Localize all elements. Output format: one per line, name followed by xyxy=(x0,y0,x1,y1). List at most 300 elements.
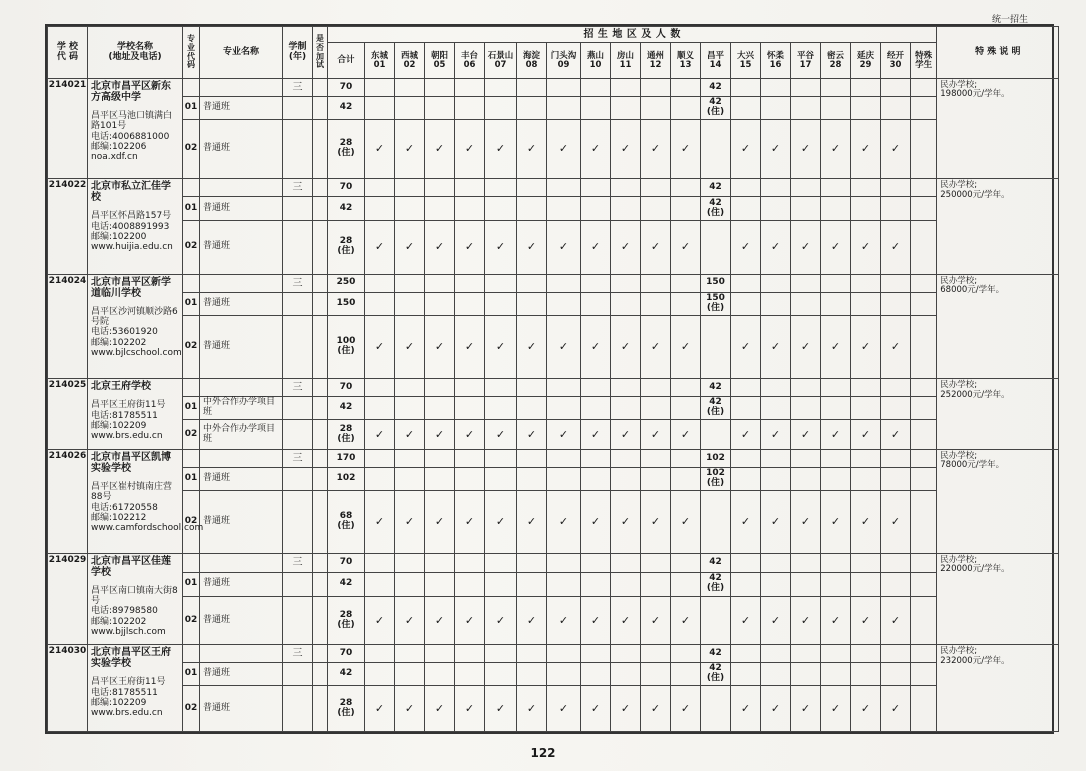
school-summary-row xyxy=(48,553,1059,572)
region-quota-empty xyxy=(425,292,455,315)
extra-test-empty xyxy=(313,686,328,732)
special-student-empty xyxy=(911,197,937,220)
region-quota-empty xyxy=(547,397,581,420)
years-empty xyxy=(283,572,313,597)
major-name-empty xyxy=(200,449,283,467)
region-code: 05 xyxy=(433,59,446,70)
region-check-mark: ✓ xyxy=(425,420,455,450)
region-quota-empty xyxy=(671,467,701,490)
region-header-15 xyxy=(731,43,761,79)
school-name: 北京市昌平区佳莲学校 xyxy=(91,555,171,578)
region-name: 平谷 xyxy=(796,50,814,61)
region-quota-empty xyxy=(641,379,671,397)
school-address: 昌平区南口镇南大街8号 电话:89798580 邮编:102202 www.bjjlsch.com xyxy=(91,585,178,637)
region-quota-changping: 150 (住) xyxy=(701,292,731,315)
extra-test-empty xyxy=(313,663,328,686)
region-quota-changping: 42 xyxy=(701,379,731,397)
region-quota-empty xyxy=(547,663,581,686)
region-check-mark: ✓ xyxy=(851,315,881,378)
years-empty xyxy=(283,663,313,686)
special-student-empty xyxy=(911,491,937,553)
major-row xyxy=(48,420,1059,450)
school-years: 三 xyxy=(283,449,313,467)
region-check-mark: ✓ xyxy=(395,120,425,179)
region-quota-empty xyxy=(365,449,395,467)
major-row xyxy=(48,292,1059,315)
region-quota-empty xyxy=(881,397,911,420)
region-quota-empty xyxy=(611,292,641,315)
region-check-mark: ✓ xyxy=(881,597,911,645)
region-check-mark: ✓ xyxy=(517,420,547,450)
region-quota-empty xyxy=(611,663,641,686)
region-quota-empty xyxy=(365,79,395,97)
major-name: 中外合作办学项目班 xyxy=(200,420,283,450)
region-quota-empty xyxy=(517,274,547,292)
major-row xyxy=(48,315,1059,378)
region-quota-empty xyxy=(851,572,881,597)
region-code: 30 xyxy=(889,59,902,70)
school-summary-row xyxy=(48,645,1059,663)
school-total: 70 xyxy=(328,179,365,197)
region-quota-empty xyxy=(761,449,791,467)
region-quota-empty xyxy=(425,197,455,220)
region-check-mark: ✓ xyxy=(517,491,547,553)
major-code: 01 xyxy=(183,96,200,119)
region-header-02 xyxy=(395,43,425,79)
school-years: 三 xyxy=(283,553,313,572)
school-name: 北京市昌平区王府实验学校 xyxy=(91,647,171,670)
region-quota-empty xyxy=(851,449,881,467)
region-quota-empty xyxy=(761,663,791,686)
years-empty xyxy=(283,420,313,450)
region-quota-empty xyxy=(731,96,761,119)
region-quota-empty xyxy=(791,572,821,597)
special-student-empty xyxy=(911,553,937,572)
region-code: 11 xyxy=(619,59,632,70)
region-quota-empty xyxy=(881,79,911,97)
region-header-09 xyxy=(547,43,581,79)
region-quota-empty xyxy=(641,449,671,467)
region-quota-empty xyxy=(821,79,851,97)
region-header-01 xyxy=(365,43,395,79)
region-check-mark: ✓ xyxy=(881,220,911,274)
major-code: 02 xyxy=(183,315,200,378)
region-check-mark: ✓ xyxy=(851,220,881,274)
school-years: 三 xyxy=(283,274,313,292)
region-check-mark: ✓ xyxy=(517,597,547,645)
region-header-05 xyxy=(425,43,455,79)
school-info xyxy=(88,179,183,274)
region-quota-empty xyxy=(485,553,517,572)
region-quota-empty xyxy=(547,274,581,292)
region-quota-empty xyxy=(395,197,425,220)
major-total: 100 (住) xyxy=(328,315,365,378)
years-header: 学制 (年) xyxy=(283,27,313,79)
region-check-mark: ✓ xyxy=(425,597,455,645)
region-quota-empty xyxy=(365,379,395,397)
major-code: 01 xyxy=(183,292,200,315)
region-check-mark: ✓ xyxy=(761,420,791,450)
region-quota-empty xyxy=(731,663,761,686)
region-quota-empty xyxy=(581,79,611,97)
region-quota-empty xyxy=(701,597,731,645)
school-info xyxy=(88,79,183,179)
years-empty xyxy=(283,315,313,378)
region-quota-changping: 42 (住) xyxy=(701,572,731,597)
region-quota-empty xyxy=(517,179,547,197)
region-quota-empty xyxy=(581,379,611,397)
school-code: 214025 xyxy=(48,379,88,450)
region-header-14 xyxy=(701,43,731,79)
region-quota-empty xyxy=(791,379,821,397)
region-quota-empty xyxy=(581,397,611,420)
region-quota-empty xyxy=(395,572,425,597)
region-quota-empty xyxy=(821,179,851,197)
region-check-mark: ✓ xyxy=(791,120,821,179)
region-header-10 xyxy=(581,43,611,79)
extra-test-empty xyxy=(313,315,328,378)
region-quota-empty xyxy=(641,274,671,292)
major-row xyxy=(48,197,1059,220)
major-total: 28 (住) xyxy=(328,597,365,645)
region-check-mark: ✓ xyxy=(517,220,547,274)
special-student-empty xyxy=(911,292,937,315)
region-quota-empty xyxy=(791,553,821,572)
region-check-mark: ✓ xyxy=(611,491,641,553)
extra-test-empty xyxy=(313,179,328,197)
region-quota-empty xyxy=(821,292,851,315)
region-quota-empty xyxy=(761,645,791,663)
region-quota-empty xyxy=(581,449,611,467)
extra-test-empty xyxy=(313,572,328,597)
region-quota-empty xyxy=(425,397,455,420)
region-quota-empty xyxy=(611,553,641,572)
region-quota-empty xyxy=(671,274,701,292)
region-quota-empty xyxy=(761,397,791,420)
school-name: 北京市私立汇佳学校 xyxy=(91,181,171,204)
extra-test-empty xyxy=(313,597,328,645)
region-quota-changping: 102 (住) xyxy=(701,467,731,490)
years-empty xyxy=(283,597,313,645)
region-quota-empty xyxy=(611,274,641,292)
region-quota-empty xyxy=(395,467,425,490)
region-quota-empty xyxy=(731,379,761,397)
special-student-empty xyxy=(911,420,937,450)
region-check-mark: ✓ xyxy=(581,120,611,179)
region-check-mark: ✓ xyxy=(881,686,911,732)
major-total: 42 xyxy=(328,663,365,686)
region-check-mark: ✓ xyxy=(455,315,485,378)
region-quota-empty xyxy=(821,274,851,292)
region-quota-empty xyxy=(671,292,701,315)
region-check-mark: ✓ xyxy=(731,220,761,274)
region-check-mark: ✓ xyxy=(365,686,395,732)
special-student-empty xyxy=(911,315,937,378)
region-quota-empty xyxy=(761,292,791,315)
region-check-mark: ✓ xyxy=(821,686,851,732)
region-quota-empty xyxy=(791,449,821,467)
region-header-16 xyxy=(761,43,791,79)
region-check-mark: ✓ xyxy=(611,420,641,450)
major-name: 普通班 xyxy=(200,120,283,179)
region-check-mark: ✓ xyxy=(671,686,701,732)
region-check-mark: ✓ xyxy=(581,491,611,553)
region-check-mark: ✓ xyxy=(455,420,485,450)
region-check-mark: ✓ xyxy=(365,220,395,274)
region-check-mark: ✓ xyxy=(821,491,851,553)
region-quota-empty xyxy=(641,292,671,315)
region-check-mark: ✓ xyxy=(611,315,641,378)
region-header-17 xyxy=(791,43,821,79)
region-check-mark: ✓ xyxy=(425,686,455,732)
extra-test-empty xyxy=(313,197,328,220)
region-quota-empty xyxy=(821,379,851,397)
region-header-13 xyxy=(671,43,701,79)
region-check-mark: ✓ xyxy=(791,420,821,450)
region-quota-empty xyxy=(455,379,485,397)
region-quota-empty xyxy=(791,179,821,197)
region-quota-empty xyxy=(425,274,455,292)
region-check-mark: ✓ xyxy=(881,491,911,553)
region-quota-empty xyxy=(425,379,455,397)
regions-title: 招 生 地 区 及 人 数 xyxy=(328,27,937,43)
major-total: 28 (住) xyxy=(328,686,365,732)
region-quota-empty xyxy=(395,292,425,315)
region-quota-empty xyxy=(611,79,641,97)
school-total: 170 xyxy=(328,449,365,467)
region-quota-empty xyxy=(485,197,517,220)
region-check-mark: ✓ xyxy=(425,491,455,553)
enrollment-table-wrapper xyxy=(45,24,1054,734)
school-years: 三 xyxy=(283,645,313,663)
region-check-mark: ✓ xyxy=(761,220,791,274)
region-quota-empty xyxy=(395,645,425,663)
region-quota-empty xyxy=(365,572,395,597)
extra-test-empty xyxy=(313,292,328,315)
region-check-mark: ✓ xyxy=(581,315,611,378)
region-quota-empty xyxy=(821,572,851,597)
region-quota-empty xyxy=(455,397,485,420)
region-check-mark: ✓ xyxy=(365,597,395,645)
special-student-empty xyxy=(911,96,937,119)
region-quota-empty xyxy=(761,379,791,397)
extra-test-empty xyxy=(313,491,328,553)
school-years: 三 xyxy=(283,179,313,197)
region-quota-empty xyxy=(425,645,455,663)
region-quota-empty xyxy=(701,315,731,378)
region-check-mark: ✓ xyxy=(821,420,851,450)
region-quota-empty xyxy=(611,197,641,220)
region-check-mark: ✓ xyxy=(791,220,821,274)
major-row xyxy=(48,96,1059,119)
region-check-mark: ✓ xyxy=(671,597,701,645)
region-quota-empty xyxy=(517,663,547,686)
region-quota-empty xyxy=(641,467,671,490)
region-check-mark: ✓ xyxy=(547,597,581,645)
region-quota-empty xyxy=(611,645,641,663)
major-row xyxy=(48,663,1059,686)
special-student-empty xyxy=(911,449,937,467)
region-quota-empty xyxy=(791,197,821,220)
region-quota-empty xyxy=(425,467,455,490)
extra-test-empty xyxy=(313,467,328,490)
region-header-28 xyxy=(821,43,851,79)
region-code: 28 xyxy=(829,59,842,70)
region-quota-empty xyxy=(455,292,485,315)
region-quota-empty xyxy=(671,449,701,467)
region-quota-empty xyxy=(821,553,851,572)
school-summary-row xyxy=(48,274,1059,292)
region-check-mark: ✓ xyxy=(365,420,395,450)
extra-test-empty xyxy=(313,553,328,572)
major-code: 02 xyxy=(183,420,200,450)
major-total: 28 (住) xyxy=(328,120,365,179)
region-name: 怀柔 xyxy=(766,50,784,61)
region-quota-empty xyxy=(731,179,761,197)
region-quota-empty xyxy=(455,553,485,572)
enrollment-table xyxy=(47,26,1059,732)
region-quota-changping: 42 (住) xyxy=(701,197,731,220)
region-code: 12 xyxy=(649,59,662,70)
region-code: 14 xyxy=(709,59,722,70)
major-name-empty xyxy=(200,379,283,397)
region-quota-changping: 42 xyxy=(701,179,731,197)
region-quota-empty xyxy=(455,79,485,97)
region-check-mark: ✓ xyxy=(821,120,851,179)
region-quota-empty xyxy=(761,179,791,197)
region-check-mark: ✓ xyxy=(881,315,911,378)
school-code: 214030 xyxy=(48,645,88,732)
region-name: 燕山 xyxy=(586,50,604,61)
school-summary-row xyxy=(48,449,1059,467)
region-quota-empty xyxy=(581,197,611,220)
region-check-mark: ✓ xyxy=(791,686,821,732)
years-empty xyxy=(283,467,313,490)
major-total: 28 (住) xyxy=(328,420,365,450)
region-quota-empty xyxy=(641,663,671,686)
region-quota-changping: 42 (住) xyxy=(701,397,731,420)
region-quota-empty xyxy=(821,645,851,663)
region-quota-empty xyxy=(881,197,911,220)
major-name-empty xyxy=(200,645,283,663)
region-header-30 xyxy=(881,43,911,79)
table-header xyxy=(48,27,1059,79)
region-check-mark: ✓ xyxy=(395,220,425,274)
region-quota-empty xyxy=(701,120,731,179)
page-number: 122 xyxy=(530,746,556,760)
major-code: 02 xyxy=(183,686,200,732)
region-name: 通州 xyxy=(646,50,664,61)
region-check-mark: ✓ xyxy=(365,491,395,553)
region-quota-empty xyxy=(611,467,641,490)
region-check-mark: ✓ xyxy=(455,491,485,553)
region-quota-empty xyxy=(671,79,701,97)
region-quota-empty xyxy=(581,553,611,572)
region-check-mark: ✓ xyxy=(547,420,581,450)
region-quota-empty xyxy=(365,197,395,220)
region-quota-empty xyxy=(365,467,395,490)
region-check-mark: ✓ xyxy=(611,220,641,274)
major-total: 42 xyxy=(328,197,365,220)
region-quota-empty xyxy=(821,197,851,220)
region-quota-empty xyxy=(881,645,911,663)
region-check-mark: ✓ xyxy=(365,315,395,378)
special-student-empty xyxy=(911,379,937,397)
region-quota-empty xyxy=(395,449,425,467)
special-student-empty xyxy=(911,274,937,292)
region-quota-empty xyxy=(641,96,671,119)
region-check-mark: ✓ xyxy=(641,220,671,274)
major-code-empty xyxy=(183,449,200,467)
region-quota-empty xyxy=(547,79,581,97)
region-quota-empty xyxy=(851,179,881,197)
major-name: 普通班 xyxy=(200,220,283,274)
special-student-empty xyxy=(911,597,937,645)
region-quota-empty xyxy=(611,449,641,467)
region-quota-empty xyxy=(425,553,455,572)
major-name: 普通班 xyxy=(200,292,283,315)
region-quota-empty xyxy=(731,397,761,420)
region-quota-empty xyxy=(395,397,425,420)
school-years: 三 xyxy=(283,379,313,397)
region-check-mark: ✓ xyxy=(611,686,641,732)
extra-test-empty xyxy=(313,449,328,467)
school-total: 250 xyxy=(328,274,365,292)
special-note: 民办学校; 232000元/学年。 xyxy=(937,645,1059,732)
region-name: 经开 xyxy=(886,50,904,61)
region-quota-empty xyxy=(881,379,911,397)
region-quota-empty xyxy=(455,645,485,663)
region-quota-empty xyxy=(731,553,761,572)
school-total: 70 xyxy=(328,379,365,397)
region-check-mark: ✓ xyxy=(731,686,761,732)
region-quota-empty xyxy=(641,397,671,420)
region-quota-empty xyxy=(395,79,425,97)
region-check-mark: ✓ xyxy=(731,491,761,553)
region-quota-empty xyxy=(547,197,581,220)
region-check-mark: ✓ xyxy=(547,686,581,732)
region-quota-empty xyxy=(547,292,581,315)
region-quota-empty xyxy=(821,449,851,467)
major-code: 01 xyxy=(183,467,200,490)
years-empty xyxy=(283,96,313,119)
major-name: 中外合作办学项目班 xyxy=(200,397,283,420)
school-code: 214026 xyxy=(48,449,88,553)
special-student-empty xyxy=(911,645,937,663)
special-note: 民办学校; 250000元/学年。 xyxy=(937,179,1059,274)
region-quota-empty xyxy=(761,274,791,292)
region-check-mark: ✓ xyxy=(671,491,701,553)
region-quota-empty xyxy=(581,663,611,686)
major-code-empty xyxy=(183,79,200,97)
region-check-mark: ✓ xyxy=(821,597,851,645)
region-quota-empty xyxy=(671,572,701,597)
region-quota-empty xyxy=(485,572,517,597)
special-notes-header: 特 殊 说 明 xyxy=(937,27,1059,79)
region-quota-empty xyxy=(851,79,881,97)
region-quota-empty xyxy=(881,572,911,597)
region-quota-empty xyxy=(425,572,455,597)
region-quota-empty xyxy=(395,553,425,572)
region-quota-empty xyxy=(791,292,821,315)
region-header-11 xyxy=(611,43,641,79)
region-check-mark: ✓ xyxy=(761,315,791,378)
region-check-mark: ✓ xyxy=(517,120,547,179)
major-total: 28 (住) xyxy=(328,220,365,274)
region-name: 门头沟 xyxy=(550,50,577,61)
school-code: 214021 xyxy=(48,79,88,179)
region-name: 大兴 xyxy=(736,50,754,61)
